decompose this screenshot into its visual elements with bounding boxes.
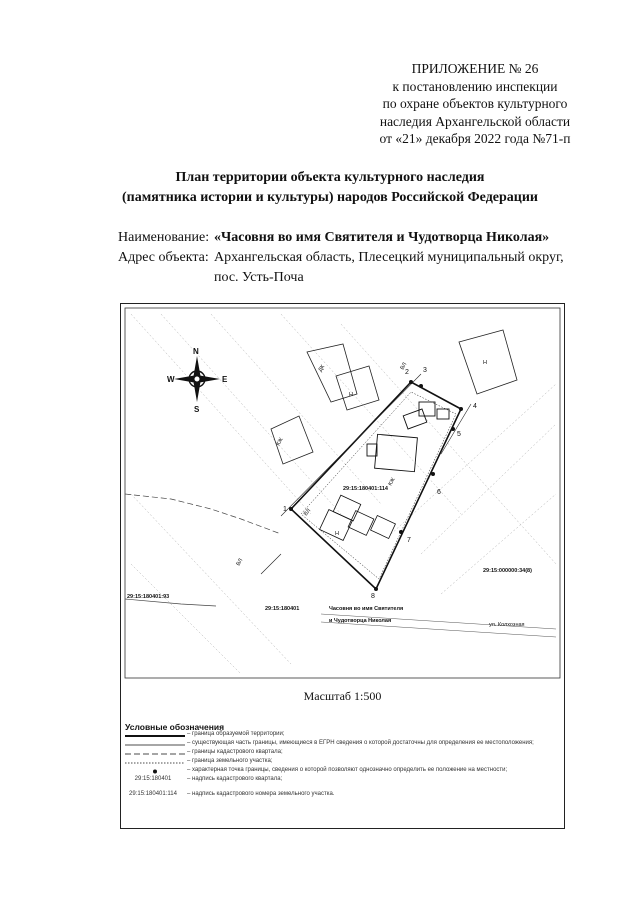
legend-item-parcel-boundary bbox=[121, 758, 564, 767]
road-label: ул. Колхозная bbox=[489, 622, 525, 628]
object-address-line-1: Архангельская область, Плесецкий муниципальный округ, bbox=[214, 250, 564, 265]
house-label-kzh-2: КЖ bbox=[387, 476, 397, 487]
legend-text: – граница земельного участка; bbox=[187, 758, 273, 764]
legend-item-point bbox=[121, 767, 564, 776]
point-label-2: 2 bbox=[405, 369, 409, 376]
inner-buildings bbox=[320, 495, 396, 540]
house-label-n-1: Н bbox=[349, 392, 353, 398]
legend bbox=[121, 731, 564, 821]
title-line-1: План территории объекта культурного наследия bbox=[175, 170, 485, 185]
legend-code: 29:15:180401:114 bbox=[129, 791, 177, 797]
legend-symbol-dash-line bbox=[125, 753, 185, 756]
house-label-n-2: Н bbox=[483, 360, 487, 366]
legend-item-territory bbox=[121, 731, 564, 740]
legend-item-quarter-label bbox=[121, 776, 564, 785]
house-n-1 bbox=[336, 366, 379, 410]
legend-text: – надпись кадастрового номера земельного участка. bbox=[187, 791, 335, 797]
legend-text: – границы кадастрового квартала; bbox=[187, 749, 283, 755]
map-frame bbox=[120, 303, 565, 829]
parcel-labels bbox=[127, 486, 532, 628]
appendix-date: от «21» декабря 2022 года №71-п bbox=[379, 131, 571, 146]
object-label-line-2: и Чудотворца Николая bbox=[329, 618, 392, 624]
left-parcel-boundary bbox=[125, 494, 281, 534]
quarter-label: 29:15:180401 bbox=[265, 606, 300, 612]
legend-text: – граница образуемой территории; bbox=[187, 731, 285, 737]
compass-w: W bbox=[167, 375, 175, 384]
object-name-value: «Часовня во имя Святителя и Чудотворца Николая» bbox=[214, 230, 550, 245]
site-plan-map bbox=[121, 304, 564, 682]
point-label-4: 4 bbox=[473, 403, 477, 410]
house-label-n-3: Н bbox=[335, 531, 339, 537]
map-scale: Масштаб 1:500 bbox=[303, 689, 382, 703]
title-line-2: (памятника истории и культуры) народов Российской Федерации bbox=[122, 190, 538, 205]
object-address-label: Адрес объекта: bbox=[118, 250, 209, 265]
object-name-row bbox=[118, 228, 549, 248]
legend-item-quarter-boundary bbox=[121, 749, 564, 758]
house-label-kzh-1: КЖ bbox=[275, 436, 285, 447]
point-label-3: 3 bbox=[423, 367, 427, 374]
parcel-main-label: 29:15:180401:114 bbox=[343, 486, 388, 492]
house-n-2 bbox=[459, 330, 517, 394]
legend-item-parcel-label bbox=[121, 791, 564, 800]
appendix-line-2: к постановлению инспекции bbox=[392, 78, 558, 94]
compass-n: N bbox=[193, 347, 199, 356]
point-label-5: 5 bbox=[457, 431, 461, 438]
legend-text: – надпись кадастрового квартала; bbox=[187, 776, 283, 782]
lower-parcel-boundary bbox=[125, 599, 216, 606]
object-label-line-1: Часовня во имя Святителя bbox=[329, 606, 404, 612]
legend-title: Условные обозначения bbox=[125, 722, 225, 732]
overhead-label-3: ВЛ bbox=[302, 507, 313, 518]
overhead-label-2: ВЛ bbox=[235, 557, 245, 567]
appendix-line-3: по охране объектов культурного bbox=[382, 96, 568, 111]
object-address-line-2: пос. Усть-Поча bbox=[214, 270, 304, 285]
legend-text: – характерная точка границы, сведения о которой позволяют однозначно определить ее положение на местности; bbox=[187, 767, 508, 773]
point-label-6: 6 bbox=[437, 489, 441, 496]
point-label-1: 1 bbox=[283, 506, 287, 513]
legend-symbol-point bbox=[125, 769, 185, 774]
legend-symbol-dot-line bbox=[125, 762, 185, 765]
appendix-line-4: наследия Архангельской области bbox=[379, 113, 571, 129]
appendix-header bbox=[340, 60, 610, 148]
point-label-8: 8 bbox=[371, 593, 375, 600]
appendix-number: ПРИЛОЖЕНИЕ № 26 bbox=[411, 61, 539, 76]
compass-rose bbox=[167, 347, 228, 414]
object-address-row bbox=[118, 248, 564, 268]
legend-code: 29:15:180401 bbox=[134, 776, 172, 782]
object-name-label: Наименование: bbox=[118, 230, 210, 245]
compass-e: E bbox=[222, 375, 228, 384]
house-labels bbox=[236, 360, 487, 567]
legend-symbol-thick-line bbox=[125, 735, 185, 738]
compass-s: S bbox=[194, 405, 200, 414]
legend-text: – существующая часть границы, имеющиеся в ЕГРН сведения о которой достаточны для определения ее местоположения; bbox=[187, 740, 534, 746]
point-label-7: 7 bbox=[407, 537, 411, 544]
document-title bbox=[100, 168, 560, 208]
house-label-dk: ДК bbox=[317, 363, 327, 373]
neighbor-houses bbox=[271, 330, 517, 464]
legend-symbol-thin-line bbox=[125, 744, 185, 747]
overhead-label-1: ВЛ bbox=[399, 361, 409, 371]
legend-item-existing-boundary bbox=[121, 740, 564, 749]
parcel-right-label: 29:15:000000:34(8) bbox=[483, 568, 532, 574]
parcel-left-label: 29:15:180401:93 bbox=[127, 594, 170, 600]
